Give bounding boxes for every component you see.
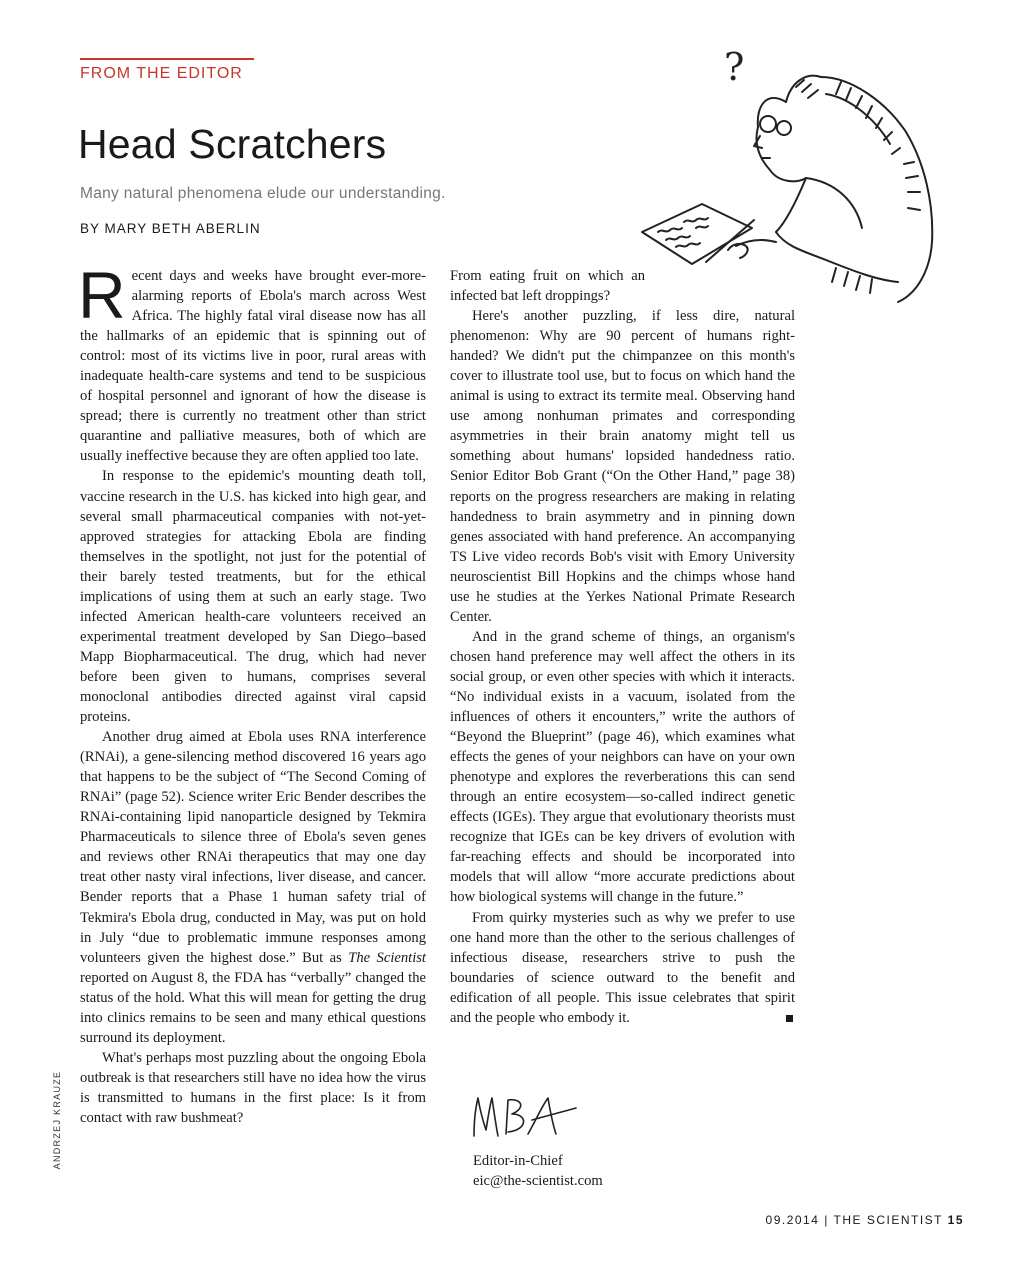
article-paragraph: From eating fruit on which an infected bat left droppings?	[450, 268, 645, 305]
illustration-head-scratcher	[636, 32, 942, 304]
illustration-wrap-space	[645, 266, 795, 306]
signature-title: Editor-in-Chief	[473, 1153, 563, 1169]
article-paragraph: Here's another puzzling, if less dire, natural phenomenon: Why are 90 percent of humans right-handed? We didn't put the chimpanzee on this month's cover to illustrate tool use, but to focus on which hand the animal is using to extract its termite meal. Observing hand use among nonhuman primates and corresponding asymmetries in their brain anatomy might tell us something about humans' lopsided handedness ratio. Senior Editor Bob Grant (“On the Other Hand,” page 38) reports on the progress researchers are making in relating handedness to brain asymmetry and in pinning down genes associated with hand preference. An accompanying TS Live video records Bob's visit with Emory University neuroscientist Bill Hopkins and the chimps whose hand use he studies at the Yerkes National Primate Research Center.	[450, 308, 795, 625]
article-paragraph: And in the grand scheme of things, an organism's chosen hand preference may well affect the others in its social group, or even other species with which it interacts. “No individual exists in a vacuum, isolated from the influences of others it encounters,” write the authors of “Beyond the Blueprint” (page 46), which examines what effects the genes of your neighbors can have on your own phenotype and explores the reverberations this can send through an entire ecosystem—so-called indirect genetic effects (IGEs). They argue that evolutionary theorists must recognize that IGEs can be key drivers of evolution with far-reaching effects and should be incorporated into models that will allow “more accurate predictions about how biological systems will change in the future.”	[450, 628, 795, 906]
page-title: Head Scratchers	[78, 121, 387, 167]
signature-initials	[470, 1090, 580, 1140]
article-paragraph: Another drug aimed at Ebola uses RNA interference (RNAi), a gene-silencing method discovered 16 years ago that happens to be the subject of “The Second Coming of RNAi” (page 52). Science writer Eric Bender describes the RNAi-containing lipid nanoparticle designed by Tekmira Pharmaceuticals to silence three of Ebola's seven genes and reviews other RNAi therapeutics that may one day treat other nasty viral infections, liver disease, and cancer. Bender reports that a Phase 1 human safety trial of Tekmira's Ebola drug, conducted in May, was put on hold in July “due to problematic immune responses among volunteers given the highest dose.” But as The Scientist reported on August 8, the FDA has “verbally” changed the status of the hold. What this will mean for getting the drug into clinics remains to be seen and many ethical questions surround its deployment.	[80, 729, 426, 1046]
illustration-credit: ANDRZEJ KRAUZE	[52, 1070, 62, 1170]
article-paragraph: In response to the epidemic's mounting death toll, vaccine research in the U.S. has kicked into high gear, and several small pharmaceutical companies with not-yet-approved strategies for attacking Ebola are finding themselves in the spotlight, not just for the potential of their barely tested treatments, but for the ethical implications of using them at such an early stage. Two infected American health-care volunteers received an experimental treatment developed by San Diego–based Mapp Biopharmaceutical. The drug, which had never before been given to humans, comprises several monoclonal antibodies directed against viral capsid proteins.	[80, 468, 426, 726]
footer-separator: |	[824, 1213, 829, 1227]
drop-cap: R	[78, 258, 126, 332]
article-paragraph: From quirky mysteries such as why we prefer to use one hand more than the other to the serious challenges of infectious disease, researchers strive to push the boundaries of science outward to the benefit and edification of all people. This issue celebrates that spirit and the people who embody it.	[450, 909, 795, 1026]
question-mark: ?	[724, 45, 745, 89]
end-mark-icon	[786, 1015, 793, 1022]
article-paragraph: Recent days and weeks have brought ever-more-alarming reports of Ebola's march across West Africa. The highly fatal viral disease now has all the hallmarks of an epidemic that is spinning out of control: most of its victims live in poor, rural areas with inadequate health-care systems and tend to be suspicious of hospital personnel and ignorant of how the disease is spread; there is currently no treatment other than strict quarantine and palliative measures, both of which are usually ineffective because they are often applied too late.	[78, 258, 426, 465]
page-footer	[766, 1213, 964, 1227]
section-label: FROM THE EDITOR	[80, 65, 243, 82]
article-column-left	[78, 258, 426, 1128]
publication-title: THE SCIENTIST	[833, 1213, 943, 1227]
section-rule	[80, 58, 254, 60]
subtitle: Many natural phenomena elude our understanding.	[80, 185, 446, 202]
issue-date: 09.2014	[765, 1213, 820, 1227]
publication-name: The Scientist	[348, 949, 426, 966]
article-paragraph: What's perhaps most puzzling about the ongoing Ebola outbreak is that researchers still have no idea how the virus is transmitted to humans in the first place: Is it from contact with raw bushmeat?	[80, 1049, 426, 1126]
byline: BY MARY BETH ABERLIN	[80, 221, 261, 236]
article-column-right	[450, 266, 795, 1028]
page-number: 15	[947, 1213, 964, 1227]
signature-email[interactable]: eic@the-scientist.com	[473, 1173, 603, 1189]
